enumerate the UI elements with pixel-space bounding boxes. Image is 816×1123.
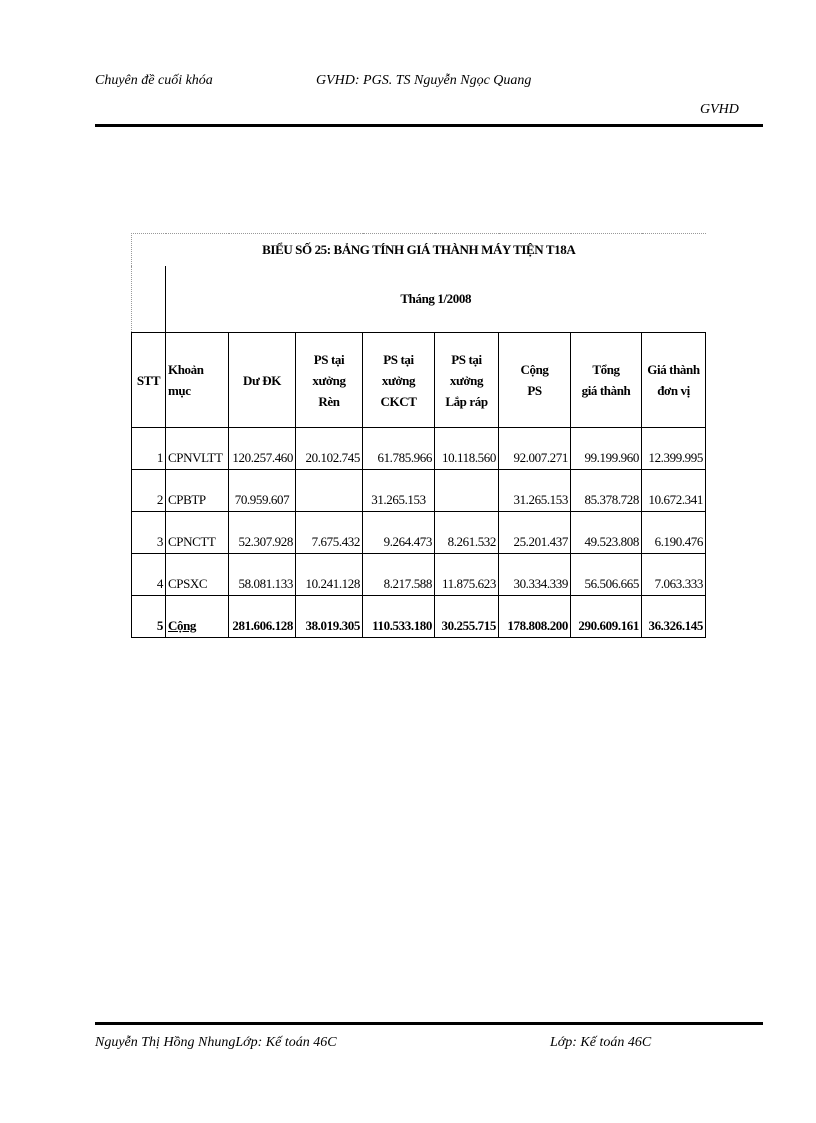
col-ps-ckct-line1: PS tại [383,351,414,367]
cell-total-cost: 56.506.665 [571,554,642,596]
cell-unit-cost: 10.672.341 [642,470,706,512]
cell-ckct: 61.785.966 [363,428,435,470]
cell-unit-cost: 7.063.333 [642,554,706,596]
footer-rule [95,1022,763,1025]
cell-item: CPNCTT [166,512,229,554]
cell-total-cost: 99.199.960 [571,428,642,470]
col-ps-ckct-line3: CKCT [380,393,417,409]
table-row [132,554,706,596]
col-ps-laprap [435,333,499,428]
col-ps-ren-line3: Rèn [318,393,340,409]
cell-total-cost: 85.378.728 [571,470,642,512]
col-ps-laprap-line2: xưởng [449,372,484,388]
month-spacer [132,266,166,333]
cell-total-ps: 178.808.200 [499,596,571,638]
cell-opening: 281.606.128 [229,596,296,638]
col-ps-ckct-line2: xưởng [381,372,416,388]
col-ps-laprap-line1: PS tại [451,351,482,367]
col-total-cost-line2: giá thành [581,383,631,398]
col-unit-cost-line2: đơn vị [657,383,690,398]
cell-stt: 1 [132,428,166,470]
header-right-label: GVHD [700,102,739,117]
table-title-row [132,234,706,267]
cell-ren [296,470,363,512]
cell-laprap: 11.875.623 [435,554,499,596]
col-ps-laprap-line3: Lắp ráp [445,393,488,409]
cell-ren: 20.102.745 [296,428,363,470]
cell-unit-cost: 36.326.145 [642,596,706,638]
header-rule [95,124,763,127]
table-total-row [132,596,706,638]
cell-ckct: 31.265.153 [363,470,435,512]
header-supervisor: GVHD: PGS. TS Nguyễn Ngọc Quang [316,73,532,88]
cell-item: CPSXC [166,554,229,596]
col-total-ps [499,333,571,428]
cell-opening: 58.081.133 [229,554,296,596]
col-ps-ren-line2: xưởng [312,372,346,388]
col-unit-cost-line1: Giá thành [647,362,700,377]
cell-stt: 3 [132,512,166,554]
cell-total-ps: 30.334.339 [499,554,571,596]
col-total-cost-line1: Tổng [592,362,620,377]
footer-class: Lớp: Kế toán 46C [550,1035,652,1050]
col-total-ps-line2: PS [527,383,542,398]
cell-item: Cộng [166,596,229,638]
header-course-title: Chuyên đề cuối khóa [95,73,213,88]
cell-item: CPBTP [166,470,229,512]
col-ps-ren [296,333,363,428]
table-row [132,512,706,554]
cell-opening: 70.959.607 [229,470,296,512]
cell-opening: 52.307.928 [229,512,296,554]
cell-total-ps: 92.007.271 [499,428,571,470]
col-total-cost [571,333,642,428]
cell-total-ps: 31.265.153 [499,470,571,512]
cell-stt: 5 [132,596,166,638]
col-ps-ckct [363,333,435,428]
footer-author: Nguyễn Thị Hồng NhungLớp: Kế toán 46C [95,1035,337,1050]
cell-item: CPNVLTT [166,428,229,470]
col-total-ps-line1: Cộng [520,362,549,377]
col-unit-cost [642,333,706,428]
cost-calculation-table [131,233,706,638]
cell-ckct: 110.533.180 [363,596,435,638]
cell-laprap: 30.255.715 [435,596,499,638]
cell-stt: 2 [132,470,166,512]
table-title: BIỂU SỐ 25: BẢNG TÍNH GIÁ THÀNH MÁY TIỆN T18A [132,234,706,267]
cell-laprap: 10.118.560 [435,428,499,470]
cell-ckct: 9.264.473 [363,512,435,554]
table-row [132,428,706,470]
table-month: Tháng 1/2008 [166,266,706,333]
table-month-row [132,266,706,333]
cell-total-cost: 49.523.808 [571,512,642,554]
cell-laprap: 8.261.532 [435,512,499,554]
table-header-row [132,333,706,428]
col-ps-ren-line1: PS tại [313,351,345,367]
cell-total-cost: 290.609.161 [571,596,642,638]
cell-unit-cost: 12.399.995 [642,428,706,470]
col-stt: STT [132,333,166,428]
col-opening: Dư ĐK [229,333,296,428]
cell-laprap [435,470,499,512]
cell-ren: 7.675.432 [296,512,363,554]
cell-ren: 38.019.305 [296,596,363,638]
cell-ren: 10.241.128 [296,554,363,596]
cell-unit-cost: 6.190.476 [642,512,706,554]
cell-ckct: 8.217.588 [363,554,435,596]
col-item: Khoản mục [166,333,229,428]
cell-opening: 120.257.460 [229,428,296,470]
cell-stt: 4 [132,554,166,596]
cell-total-ps: 25.201.437 [499,512,571,554]
table-row [132,470,706,512]
